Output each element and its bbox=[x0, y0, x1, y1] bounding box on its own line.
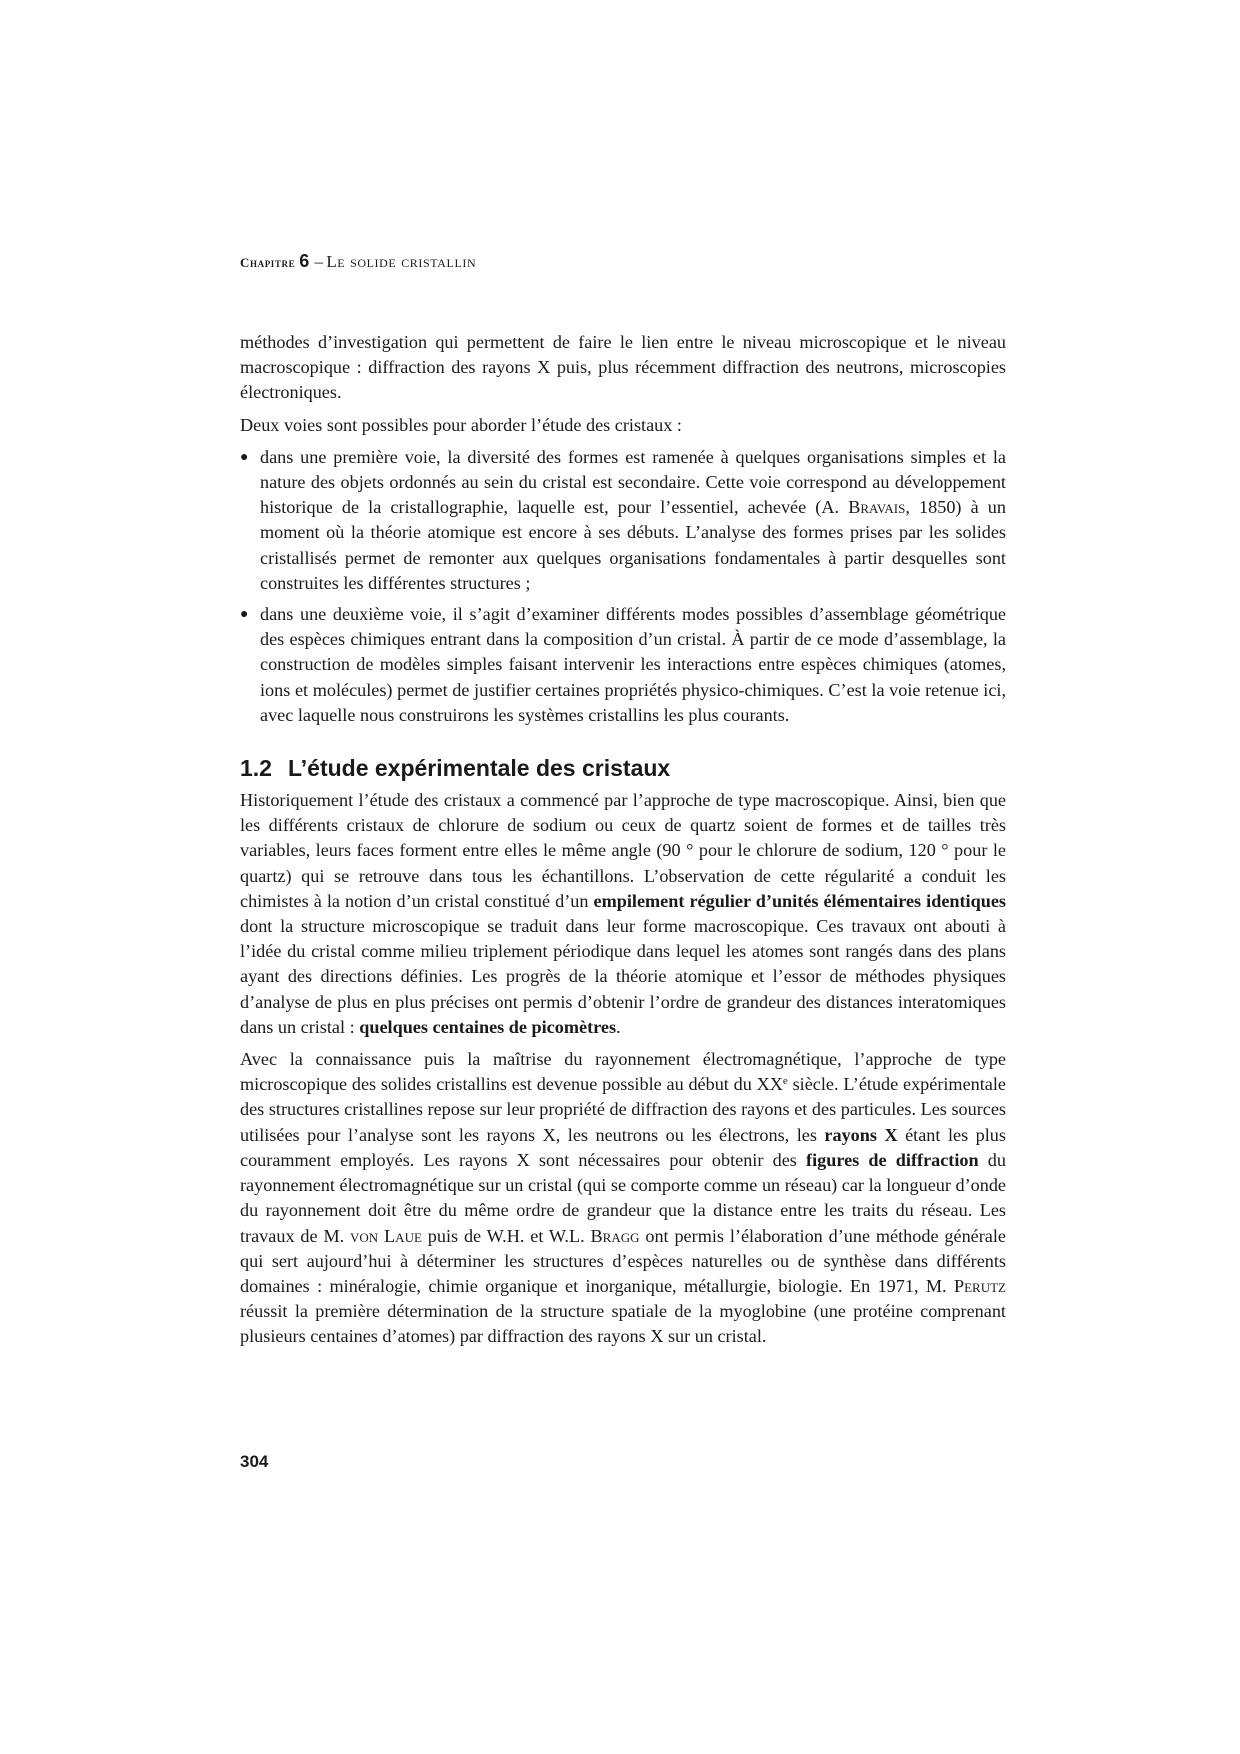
author-name-bragg: Bragg bbox=[590, 1225, 640, 1246]
para1-bold-picometres: quelques centaines de picomètres bbox=[359, 1016, 617, 1037]
author-name-von-laue: von Laue bbox=[350, 1225, 422, 1246]
book-page bbox=[240, 0, 1006, 1754]
chapter-word: Chapitre bbox=[240, 255, 296, 270]
section-heading bbox=[240, 754, 1006, 782]
running-head bbox=[240, 251, 476, 272]
body-paragraph-1 bbox=[240, 788, 1006, 1040]
bullet-icon: ● bbox=[240, 449, 249, 465]
running-head-dash: – bbox=[314, 252, 324, 271]
body-paragraph-2 bbox=[240, 1047, 1006, 1349]
bullet-1-text-b: , 1850) à un moment où la théorie atomique est encore à ses débuts. L’analyse des formes prises par les solides cristallisés permet de remonter aux quelques organisations fondamentales à partir desquelles sont construites les différentes structures ; bbox=[260, 497, 1006, 593]
section-number: 1.2 bbox=[240, 755, 272, 782]
author-name-bravais: Bravais bbox=[848, 497, 906, 518]
intro-paragraph-2: Deux voies sont possibles pour aborder l’étude des cristaux : bbox=[240, 414, 682, 435]
para2-bold-rayons-x: rayons X bbox=[824, 1124, 898, 1145]
para1-text-c: . bbox=[616, 1016, 621, 1037]
bullet-2-text: dans une deuxième voie, il s’agit d’examiner différents modes possibles d’assemblage géométrique des espèces chimiques entrant dans la composition d’un cristal. À partir de ce mode d’assemblage, la construction de modèles simples faisant intervenir les interactions entre espèces chimiques (atomes, ions et molécules) permet de justifier certaines propriétés physico-chimiques. C’est la voie retenue ici, avec laquelle nous construirons les systèmes cristallins les plus courants. bbox=[260, 604, 1006, 725]
para2-text-g: réussit la première détermination de la structure spatiale de la myoglobine (une protéine comprenant plusieurs centaines d’atomes) par diffraction des rayons X sur un cristal. bbox=[240, 1301, 1006, 1347]
para2-text-a: Avec la connaissance puis la maîtrise du rayonnement électromagnétique, l’approche de type microscopique des solides cristallins est devenue possible au début du XX bbox=[240, 1049, 1006, 1095]
page-number: 304 bbox=[240, 1452, 269, 1471]
list-item bbox=[240, 445, 1006, 596]
list-item bbox=[240, 602, 1006, 728]
century-superscript: e bbox=[782, 1075, 788, 1088]
chapter-number: 6 bbox=[299, 251, 310, 271]
chapter-title: Le solide cristallin bbox=[326, 252, 477, 271]
bullet-list bbox=[240, 445, 1006, 728]
para1-text-a: Historiquement l’étude des cristaux a commencé par l’approche de type macroscopique. Ainsi, bien que les différents cristaux de chlorure de sodium ou ceux de quartz soient de formes et de tailles très variables, leurs faces forment entre elles le même angle (90 ° pour le chlorure de sodium, 120 ° pour le quartz) qui se retrouve dans tous les échantillons. L’observation de cette régularité a conduit les chimistes à la notion d’un cristal constitué d’un bbox=[240, 790, 1006, 911]
para2-text-f: ont permis l’élaboration d’une méthode générale qui sert aujourd’hui à déterminer les structures d’espèces naturelles ou de synthèse dans différents domaines : minéralogie, chimie organique et inorganique, métallurgie, biologie. En 1971, M. bbox=[240, 1225, 1006, 1296]
para2-bold-figures: figures de diffraction bbox=[806, 1149, 979, 1170]
page-body bbox=[240, 330, 1006, 1357]
bullet-1-text-a: dans une première voie, la diversité des formes est ramenée à quelques organisations simples et la nature des objets ordonnés au sein du cristal est secondaire. Cette voie correspond au développement historique de la cristallographie, laquelle est, pour l’essentiel, achevée (A. bbox=[260, 446, 1006, 518]
para1-bold-empilement: empilement régulier d’unités élémentaires identiques bbox=[593, 890, 1006, 911]
para2-text-c: étant les plus couramment employés. Les rayons X sont nécessaires pour obtenir des bbox=[240, 1124, 1006, 1170]
section-title: L’étude expérimentale des cristaux bbox=[287, 755, 671, 782]
author-name-perutz: Perutz bbox=[954, 1275, 1006, 1296]
intro-paragraph-1: méthodes d’investigation qui permettent de faire le lien entre le niveau microscopique et le niveau macroscopique : diffraction des rayons X puis, plus récemment diffraction des neutrons, microscopies électroniques. bbox=[240, 332, 1006, 403]
para2-text-b: siècle. L’étude expérimentale des structures cristallines repose sur leur propriété de diffraction des rayons et des particules. Les sources utilisées pour l’analyse sont les rayons X, les neutrons ou les électrons, les bbox=[240, 1074, 1007, 1145]
para2-text-e: puis de W.H. et W.L. bbox=[421, 1225, 591, 1246]
para2-text-d: du rayonnement électromagnétique sur un cristal (qui se comporte comme un réseau) car la longueur d’onde du rayonnement doit être du même ordre de grandeur que la distance entre les traits du réseau. Les travaux de M. bbox=[240, 1149, 1006, 1246]
para1-text-b: dont la structure microscopique se traduit dans leur forme macroscopique. Ces travaux ont abouti à l’idée du cristal comme milieu triplement périodique dans lequel les atomes sont rangés dans des plans ayant des directions définies. Les progrès de la théorie atomique et l’essor de méthodes physiques d’analyse de plus en plus précises ont permis d’obtenir l’ordre de grandeur des distances interatomiques dans un cristal : bbox=[240, 916, 1006, 1037]
bullet-icon: ● bbox=[240, 607, 249, 623]
